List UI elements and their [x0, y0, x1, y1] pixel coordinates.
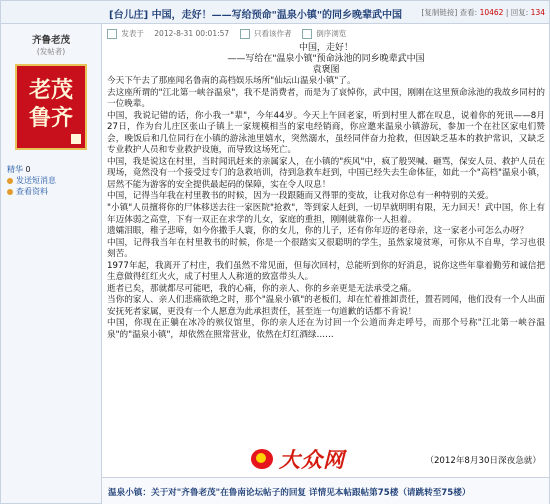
view-only-author-link[interactable]: 只看该作者: [253, 29, 292, 38]
watermark-text: 大众网: [279, 447, 345, 472]
digest-label[interactable]: 精华: [7, 165, 23, 174]
send-message-link[interactable]: 发送短消息: [16, 176, 56, 185]
paragraph: 中国，记得当年我在村里教书的时候，因为一段跟随而又得罪的变故，让我对你总有一种特别的关爱。: [107, 191, 494, 202]
thread-title[interactable]: [台儿庄] 中国，走好！——写给预命"温泉小镇"的同乡晚辈武中国: [109, 10, 403, 21]
paragraph: 今天下午去了那座闻名鲁南的高档娱乐场所"仙坛山温泉小镇"了。: [107, 76, 356, 86]
author-only-icon: [240, 29, 250, 39]
paragraph: 逝者已矣，那就都尽可能吧，我的心痛，你的亲人、你的乡亲更是无法承受之痛。: [107, 283, 417, 294]
paragraph: 中国，我说记错的话，你小我一"辈"，今年44岁。今天上午回老家，听到村里人都在叹息，说着你的死讯——8月27日，作为台儿庄区张山子镇上一家规模相当的家电经销商，你应邀来温泉小镇游玩，参加一个在社区家电们赞会，晚饭后和几位同行在小镇的游泳池里嬉水，突然溺水，虽经同伴奋力抢救，但因缺乏基本的救护常识，又缺乏专业救护人员和专业救护设施，而导致这场死亡。: [107, 110, 545, 156]
paragraph: "小镇"人员擅将你的尸体移送去往一家医院"抢救"，等到家人赶到，一切早就明明有限，无力回天！武中国，你上有年迈体弱之高堂，下有一双正在求学的儿女，家庭的重担，刚刚就靠你一人担着。: [107, 203, 545, 225]
author-panel: [1, 24, 102, 503]
site-watermark: [241, 447, 391, 471]
author-rank: (发帖者): [36, 47, 66, 56]
post-signature: （2012年8月30日深夜急就）: [425, 456, 541, 466]
posted-label: 发表于: [121, 29, 144, 38]
profile-icon: [7, 189, 13, 195]
post-icon: [107, 29, 117, 39]
replies-count: 134: [530, 8, 545, 17]
avatar-seal: 老茂 鲁齐: [28, 77, 73, 131]
post-author-line: 袁褒图: [312, 65, 340, 75]
reverse-order-link[interactable]: 倒序浏览: [316, 29, 347, 38]
digest-count: 0: [25, 165, 31, 174]
paragraph: 中国，你现在正躺在冰冷的殡仪馆里，你的亲人还在为讨回一个公道而奔走呼号，而那个号称"江北第一峡谷温泉"的"温泉小镇"，却依然在照常营业，依然在灯红酒绿……: [107, 318, 545, 341]
avatar-corner: [71, 134, 81, 144]
author-links: [7, 164, 56, 197]
footer-notice: [102, 477, 549, 504]
views-label: 查看:: [459, 8, 478, 17]
paragraph: 中国，我是说这在村里，当时闻讯赶来的亲属家人，在小镇的"疾风"中，疯了般哭喊、砸骂，保安人员、救护人员在现场，竟然没有一个接受过专门的急救培训，待到急救车赶到，中国已经失去生命体征，如此一个"高档"温泉小镇，居然不能为游客的安全提供最起码的保障，实在令人叹息！: [107, 156, 545, 190]
paragraph: 中国，记得我当年在村里教书的时候，你是一个很踏实又很聪明的学生，虽然家境贫寒，可你从不自卑，学习也很刻苦。: [107, 237, 545, 260]
reverse-icon: [302, 29, 312, 39]
post-subheading: ——写给在"温泉小镇"预命泳池的同乡晚辈武中国: [227, 54, 425, 64]
post-header: [107, 28, 547, 42]
paragraph: 遗孀泪眼，稚子悲啼，如今你撒手人寰，你的女儿，你的儿子，还有你年迈的老母亲，这一家老小可怎么办呀？: [107, 226, 529, 237]
post-body: [107, 43, 545, 342]
post-timestamp: 2012-8-31 00:01:57: [154, 29, 230, 38]
post-heading: 中国，走好！: [298, 43, 353, 53]
watermark-logo-icon: [251, 449, 273, 469]
replies-label: 回复:: [510, 8, 529, 17]
copy-link[interactable]: [复制链接]: [421, 8, 458, 17]
view-profile-link[interactable]: 查看资料: [16, 187, 48, 196]
thread-title-bar: [1, 1, 549, 24]
thread-stats: [复制链接] 查看: 10462 | 回复: 134: [421, 8, 545, 17]
paragraph: 1977年起，我离开了村庄，我们虽然不常见面，但每次回村，总能听到你的好消息，说你这些年靠着勤劳和诚信把生意做得红红火火，成了村里人人称道的致富带头人。: [107, 260, 545, 283]
message-icon: [7, 178, 13, 184]
views-count: 10462: [479, 8, 504, 17]
paragraph: 当你的家人、亲人们悲痛欲绝之时，那个"温泉小镇"的老板们，却在忙着推卸责任，置若罔闻，他们没有一个人出面安抚死者家属，更没有一个人愿意为此承担责任，甚至连一句道歉的话都不肯说！: [107, 295, 545, 317]
avatar[interactable]: [15, 64, 87, 150]
author-name[interactable]: 齐鲁老茂: [31, 35, 70, 46]
footer-link[interactable]: 温泉小镇：关于对"齐鲁老茂"在鲁南论坛帖子的回复 详情见本帖跟帖第75楼（请跳转至75楼）: [108, 488, 471, 498]
paragraph: 去这座所谓的"江北第一峡谷温泉"，我不是消费者，而是为了哀悼你，武中国，刚刚在这里预命泳池的我故乡同村的一位晚辈。: [107, 87, 545, 110]
